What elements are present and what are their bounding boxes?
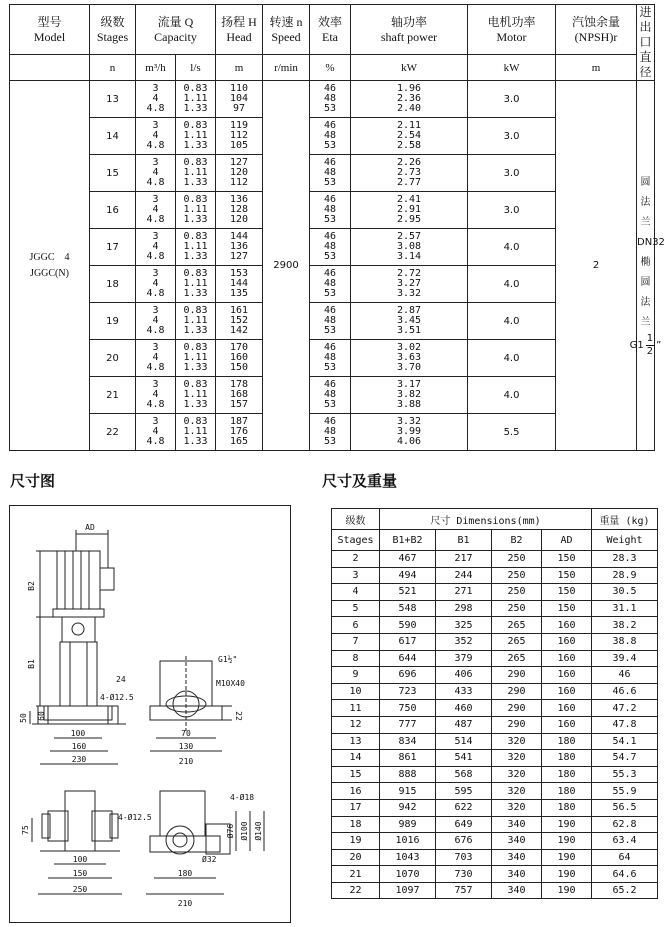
dims-cell: 676 <box>436 833 492 850</box>
ls-cell: 0.83 1.11 1.33 <box>176 340 216 377</box>
dims-cell: 2 <box>332 551 380 568</box>
label-210b: 210 <box>177 899 193 908</box>
label-210: 210 <box>178 757 194 766</box>
unit-head: m <box>216 55 263 81</box>
dims-cell: 298 <box>436 600 492 617</box>
dims-cell: 730 <box>436 866 492 883</box>
dims-cell: 861 <box>380 750 436 767</box>
shaft-power-cell: 2.41 2.91 2.95 <box>351 192 468 229</box>
h-cell: 161 152 142 <box>216 303 263 340</box>
port-cell: 圆法兰 DN32 椭圆法兰 G1 1 2 ” <box>637 81 655 451</box>
label-100b: 100 <box>72 855 88 864</box>
eta-cell: 46 48 53 <box>310 118 351 155</box>
label-75: 75 <box>21 825 30 835</box>
label-hole3: 4-Ø12.5 <box>118 813 152 822</box>
eta-cell: 46 48 53 <box>310 414 351 451</box>
dims-cell: 180 <box>542 783 592 800</box>
q-cell: 3 4 4.8 <box>136 192 176 229</box>
motor-cell: 3.0 <box>468 81 556 118</box>
dims-cell: 150 <box>542 584 592 601</box>
dims-cell: 62.8 <box>592 816 658 833</box>
eta-cell: 46 48 53 <box>310 266 351 303</box>
dims-cell: 18 <box>332 816 380 833</box>
dims-cell: 12 <box>332 716 380 733</box>
motor-body <box>57 551 100 609</box>
dims-cell: 46.6 <box>592 683 658 700</box>
npsh-header: 汽蚀余量 (NPSH)r <box>556 5 637 55</box>
h-cell: 119 112 105 <box>216 118 263 155</box>
q-cell: 3 4 4.8 <box>136 81 176 118</box>
dims-cell: 190 <box>542 816 592 833</box>
dims-cell: 9 <box>332 667 380 684</box>
dims-cell: 64 <box>592 849 658 866</box>
dims-cell: 6 <box>332 617 380 634</box>
dims-cell: 64.6 <box>592 866 658 883</box>
h-cell: 178 168 157 <box>216 377 263 414</box>
stage-cell: 21 <box>90 377 136 414</box>
dims-cell: 487 <box>436 716 492 733</box>
drawing-heading: 尺寸图 <box>10 472 56 490</box>
dims-stages-cn: 级数 <box>332 509 380 530</box>
h-cell: 136 128 120 <box>216 192 263 229</box>
dims-cell: 250 <box>492 600 542 617</box>
dims-cell: 541 <box>436 750 492 767</box>
dims-cell: 433 <box>436 683 492 700</box>
eta-cell: 46 48 53 <box>310 229 351 266</box>
dims-cell: 590 <box>380 617 436 634</box>
dims-cell: 38.2 <box>592 617 658 634</box>
terminal-box <box>100 568 114 590</box>
dims-row <box>332 584 658 601</box>
h-cell: 110 104 97 <box>216 81 263 118</box>
dims-cell: 160 <box>542 633 592 650</box>
label-d76: Ø76 <box>226 823 235 839</box>
motor-cell: 4.0 <box>468 340 556 377</box>
dims-cell: 352 <box>436 633 492 650</box>
dims-col-b2: B2 <box>492 530 542 551</box>
label-d32: Ø32 <box>202 855 217 864</box>
dims-cell: 54.1 <box>592 733 658 750</box>
dims-cell: 180 <box>542 799 592 816</box>
dims-row <box>332 700 658 717</box>
dims-cell: 290 <box>492 683 542 700</box>
stages-header: 级数 Stages <box>90 5 136 55</box>
dims-cell: 47.8 <box>592 716 658 733</box>
npsh-cell: 2 <box>556 81 637 451</box>
motor-header: 电机功率 Motor <box>468 5 556 55</box>
dims-cell: 757 <box>436 882 492 899</box>
dims-row <box>332 716 658 733</box>
dims-row <box>332 600 658 617</box>
dims-cell: 15 <box>332 766 380 783</box>
dims-dimensions-header: 尺寸 Dimensions(mm) <box>380 509 592 530</box>
dims-cell: 180 <box>542 766 592 783</box>
dims-cell: 1016 <box>380 833 436 850</box>
label-130: 130 <box>178 742 194 751</box>
dims-cell: 180 <box>542 750 592 767</box>
q-cell: 3 4 4.8 <box>136 155 176 192</box>
ls-cell: 0.83 1.11 1.33 <box>176 229 216 266</box>
ls-cell: 0.83 1.11 1.33 <box>176 414 216 451</box>
dims-cell: 160 <box>542 667 592 684</box>
unit-motor: kW <box>468 55 556 81</box>
label-b2: B2 <box>27 581 36 591</box>
unit-blank <box>10 55 90 81</box>
ls-cell: 0.83 1.11 1.33 <box>176 377 216 414</box>
dims-cell: 160 <box>542 700 592 717</box>
unit-eff: % <box>310 55 351 81</box>
speed-header: 转速 n Speed <box>263 5 310 55</box>
dims-col-b1: B1 <box>436 530 492 551</box>
dims-cell: 1070 <box>380 866 436 883</box>
dims-cell: 10 <box>332 683 380 700</box>
dims-cell: 703 <box>436 849 492 866</box>
label-160: 160 <box>71 742 87 751</box>
dims-cell: 340 <box>492 866 542 883</box>
dims-cell: 340 <box>492 816 542 833</box>
dims-cell: 320 <box>492 799 542 816</box>
dims-cell: 250 <box>492 567 542 584</box>
eta-cell: 46 48 53 <box>310 377 351 414</box>
label-g: G1½" <box>218 655 238 664</box>
label-150: 150 <box>72 869 88 878</box>
head-header: 扬程 H Head <box>216 5 263 55</box>
dims-cell: 265 <box>492 633 542 650</box>
dims-cell: 320 <box>492 733 542 750</box>
dims-cell: 190 <box>542 849 592 866</box>
dims-cell: 5 <box>332 600 380 617</box>
performance-body <box>10 81 665 451</box>
model-line2: JGGC(N) <box>30 267 69 279</box>
dims-row <box>332 799 658 816</box>
q-cell: 3 4 4.8 <box>136 303 176 340</box>
dims-cell: 568 <box>436 766 492 783</box>
dims-cell: 47.2 <box>592 700 658 717</box>
dims-weight-cn: 重量 (kg) <box>592 509 658 530</box>
motor-cell: 3.0 <box>468 155 556 192</box>
h-cell: 127 120 112 <box>216 155 263 192</box>
unit-shaft: kW <box>351 55 468 81</box>
pump-base <box>44 706 112 720</box>
motor-cell: 4.0 <box>468 303 556 340</box>
dims-cell: 38.8 <box>592 633 658 650</box>
pump-column <box>60 642 97 706</box>
dims-col-ad: AD <box>542 530 592 551</box>
ls-cell: 0.83 1.11 1.33 <box>176 155 216 192</box>
dims-cell: 160 <box>542 617 592 634</box>
dims-cell: 65.2 <box>592 882 658 899</box>
dims-row <box>332 816 658 833</box>
eta-cell: 46 48 53 <box>310 340 351 377</box>
label-70: 70 <box>181 729 191 738</box>
dims-cell: 55.9 <box>592 783 658 800</box>
shaft-power-cell: 3.02 3.63 3.70 <box>351 340 468 377</box>
dims-cell: 28.9 <box>592 567 658 584</box>
dims-cell: 750 <box>380 700 436 717</box>
dims-cell: 17 <box>332 799 380 816</box>
dims-cell: 19 <box>332 833 380 850</box>
stage-cell: 18 <box>90 266 136 303</box>
stage-cell: 14 <box>90 118 136 155</box>
dims-cell: 320 <box>492 783 542 800</box>
shaft-power-cell: 2.57 3.08 3.14 <box>351 229 468 266</box>
dims-row <box>332 783 658 800</box>
dims-row <box>332 833 658 850</box>
eta-cell: 46 48 53 <box>310 155 351 192</box>
dims-cell: 160 <box>542 650 592 667</box>
dims-cell: 13 <box>332 733 380 750</box>
label-b1: B1 <box>27 659 36 669</box>
label-230: 230 <box>71 755 87 764</box>
motor-cell: 5.5 <box>468 414 556 451</box>
dims-cell: 320 <box>492 766 542 783</box>
eta-cell: 46 48 53 <box>310 303 351 340</box>
dims-header-row <box>332 509 658 530</box>
model-line1: JGGC 4 <box>29 251 70 263</box>
dims-cell: 290 <box>492 667 542 684</box>
dims-row <box>332 551 658 568</box>
dims-col-b1b2: B1+B2 <box>380 530 436 551</box>
dims-cell: 180 <box>542 733 592 750</box>
dims-cell: 942 <box>380 799 436 816</box>
speed-cell: 2900 <box>263 81 310 451</box>
flow-header: 流量 Q Capacity <box>136 5 216 55</box>
dims-row <box>332 849 658 866</box>
ls-cell: 0.83 1.11 1.33 <box>176 81 216 118</box>
q-cell: 3 4 4.8 <box>136 229 176 266</box>
stage-cell: 16 <box>90 192 136 229</box>
dims-row <box>332 733 658 750</box>
dims-cell: 494 <box>380 567 436 584</box>
dims-cell: 777 <box>380 716 436 733</box>
label-hole1: 4-Ø12.5 <box>100 693 134 702</box>
dims-cell: 160 <box>542 683 592 700</box>
dims-cell: 56.5 <box>592 799 658 816</box>
dims-subheader-row <box>332 530 658 551</box>
dims-cell: 460 <box>436 700 492 717</box>
dims-cell: 290 <box>492 716 542 733</box>
unit-row <box>10 55 655 81</box>
dimensions-table <box>331 508 658 899</box>
dims-cell: 4 <box>332 584 380 601</box>
dims-cell: 617 <box>380 633 436 650</box>
unit-flow-m3h: m³/h <box>136 55 176 81</box>
dims-cell: 21 <box>332 866 380 883</box>
dims-row <box>332 633 658 650</box>
shaft-power-cell: 1.96 2.36 2.40 <box>351 81 468 118</box>
motor-cell: 4.0 <box>468 266 556 303</box>
dims-cell: 467 <box>380 551 436 568</box>
label-250: 250 <box>72 885 88 894</box>
label-d140: Ø140 <box>254 821 263 841</box>
label-180: 180 <box>177 869 193 878</box>
dims-row <box>332 882 658 899</box>
dims-row <box>332 766 658 783</box>
dims-cell: 649 <box>436 816 492 833</box>
dims-weight-en: Weight <box>592 530 658 551</box>
label-hole2: 4-Ø18 <box>230 793 255 802</box>
h-cell: 153 144 135 <box>216 266 263 303</box>
dims-cell: 548 <box>380 600 436 617</box>
dims-cell: 595 <box>436 783 492 800</box>
header-row <box>10 5 655 55</box>
q-cell: 3 4 4.8 <box>136 340 176 377</box>
dims-cell: 723 <box>380 683 436 700</box>
dims-cell: 160 <box>542 716 592 733</box>
dims-row <box>332 650 658 667</box>
dims-cell: 217 <box>436 551 492 568</box>
dimensions-heading: 尺寸及重量 <box>322 472 398 490</box>
shaft-power-cell: 2.26 2.73 2.77 <box>351 155 468 192</box>
dims-row <box>332 683 658 700</box>
dims-cell: 888 <box>380 766 436 783</box>
shaft-power-cell: 2.72 3.27 3.32 <box>351 266 468 303</box>
dims-cell: 915 <box>380 783 436 800</box>
q-cell: 3 4 4.8 <box>136 414 176 451</box>
stage-cell: 20 <box>90 340 136 377</box>
dims-stages-en: Stages <box>332 530 380 551</box>
ls-cell: 0.83 1.11 1.33 <box>176 303 216 340</box>
dims-cell: 11 <box>332 700 380 717</box>
stage-cell: 19 <box>90 303 136 340</box>
dims-cell: 340 <box>492 849 542 866</box>
dims-cell: 31.1 <box>592 600 658 617</box>
eta-cell: 46 48 53 <box>310 81 351 118</box>
dims-cell: 1043 <box>380 849 436 866</box>
thread-size: G1 1 2 ” <box>629 333 662 357</box>
q-cell: 3 4 4.8 <box>136 118 176 155</box>
label-ad: AD <box>85 523 95 532</box>
dims-cell: 320 <box>492 750 542 767</box>
dims-row <box>332 617 658 634</box>
shaft-power-cell: 2.11 2.54 2.58 <box>351 118 468 155</box>
label-100: 100 <box>70 729 86 738</box>
ls-cell: 0.83 1.11 1.33 <box>176 266 216 303</box>
shaft-power-cell: 3.32 3.99 4.06 <box>351 414 468 451</box>
h-cell: 187 176 165 <box>216 414 263 451</box>
dims-cell: 22 <box>332 882 380 899</box>
label-22: 22 <box>234 711 243 721</box>
unit-npsh: m <box>556 55 637 81</box>
motor-cell: 4.0 <box>468 229 556 266</box>
dims-cell: 325 <box>436 617 492 634</box>
dims-cell: 514 <box>436 733 492 750</box>
dims-cell: 150 <box>542 551 592 568</box>
motor-cell: 3.0 <box>468 192 556 229</box>
dims-row <box>332 667 658 684</box>
label-24: 24 <box>116 675 126 684</box>
stage-cell: 13 <box>90 81 136 118</box>
dims-cell: 340 <box>492 882 542 899</box>
ls-cell: 0.83 1.11 1.33 <box>176 192 216 229</box>
label-50: 50 <box>19 713 28 723</box>
dims-cell: 30.5 <box>592 584 658 601</box>
dims-cell: 250 <box>492 551 542 568</box>
label-m10: M10X40 <box>216 679 245 688</box>
performance-row <box>10 81 655 118</box>
q-cell: 3 4 4.8 <box>136 377 176 414</box>
h-cell: 170 160 150 <box>216 340 263 377</box>
dims-cell: 265 <box>492 650 542 667</box>
dims-cell: 340 <box>492 833 542 850</box>
dims-cell: 250 <box>492 584 542 601</box>
dims-cell: 39.4 <box>592 650 658 667</box>
motor-cell: 3.0 <box>468 118 556 155</box>
dims-cell: 150 <box>542 567 592 584</box>
stage-cell: 15 <box>90 155 136 192</box>
motor-cell: 4.0 <box>468 377 556 414</box>
dims-cell: 63.4 <box>592 833 658 850</box>
dims-cell: 406 <box>436 667 492 684</box>
dims-cell: 989 <box>380 816 436 833</box>
dims-row <box>332 750 658 767</box>
dims-cell: 190 <box>542 833 592 850</box>
dims-cell: 521 <box>380 584 436 601</box>
dims-cell: 290 <box>492 700 542 717</box>
dims-cell: 834 <box>380 733 436 750</box>
dims-cell: 28.3 <box>592 551 658 568</box>
unit-speed: r/min <box>263 55 310 81</box>
q-cell: 3 4 4.8 <box>136 266 176 303</box>
h-cell: 144 136 127 <box>216 229 263 266</box>
dims-row <box>332 567 658 584</box>
dims-cell: 20 <box>332 849 380 866</box>
dims-cell: 55.3 <box>592 766 658 783</box>
port-header: 进出口 直径 <box>637 5 655 81</box>
dims-cell: 54.7 <box>592 750 658 767</box>
dims-cell: 150 <box>542 600 592 617</box>
dims-cell: 265 <box>492 617 542 634</box>
model-cell <box>10 81 90 451</box>
dims-row <box>332 866 658 883</box>
label-60: 60 <box>37 711 46 721</box>
dimension-drawing <box>9 505 291 923</box>
dims-cell: 379 <box>436 650 492 667</box>
dims-cell: 7 <box>332 633 380 650</box>
dims-cell: 14 <box>332 750 380 767</box>
dims-cell: 16 <box>332 783 380 800</box>
dims-cell: 644 <box>380 650 436 667</box>
dims-cell: 622 <box>436 799 492 816</box>
dims-cell: 696 <box>380 667 436 684</box>
eta-cell: 46 48 53 <box>310 192 351 229</box>
label-d100: Ø100 <box>240 821 249 841</box>
dims-cell: 1097 <box>380 882 436 899</box>
dims-cell: 46 <box>592 667 658 684</box>
dims-cell: 244 <box>436 567 492 584</box>
dims-cell: 271 <box>436 584 492 601</box>
eff-header: 效率 Eta <box>310 5 351 55</box>
dims-cell: 8 <box>332 650 380 667</box>
performance-table <box>9 4 665 451</box>
ls-cell: 0.83 1.11 1.33 <box>176 118 216 155</box>
unit-stages: n <box>90 55 136 81</box>
drawing-svg <box>10 506 290 922</box>
dims-cell: 3 <box>332 567 380 584</box>
shaft-power-cell: 3.17 3.82 3.88 <box>351 377 468 414</box>
dims-cell: 190 <box>542 866 592 883</box>
dims-cell: 190 <box>542 882 592 899</box>
stage-cell: 22 <box>90 414 136 451</box>
shaft-header: 轴功率 shaft power <box>351 5 468 55</box>
model-header: 型号 Model <box>10 5 90 55</box>
dimensions-body <box>332 551 658 899</box>
stage-cell: 17 <box>90 229 136 266</box>
shaft-power-cell: 2.87 3.45 3.51 <box>351 303 468 340</box>
unit-flow-ls: l/s <box>176 55 216 81</box>
